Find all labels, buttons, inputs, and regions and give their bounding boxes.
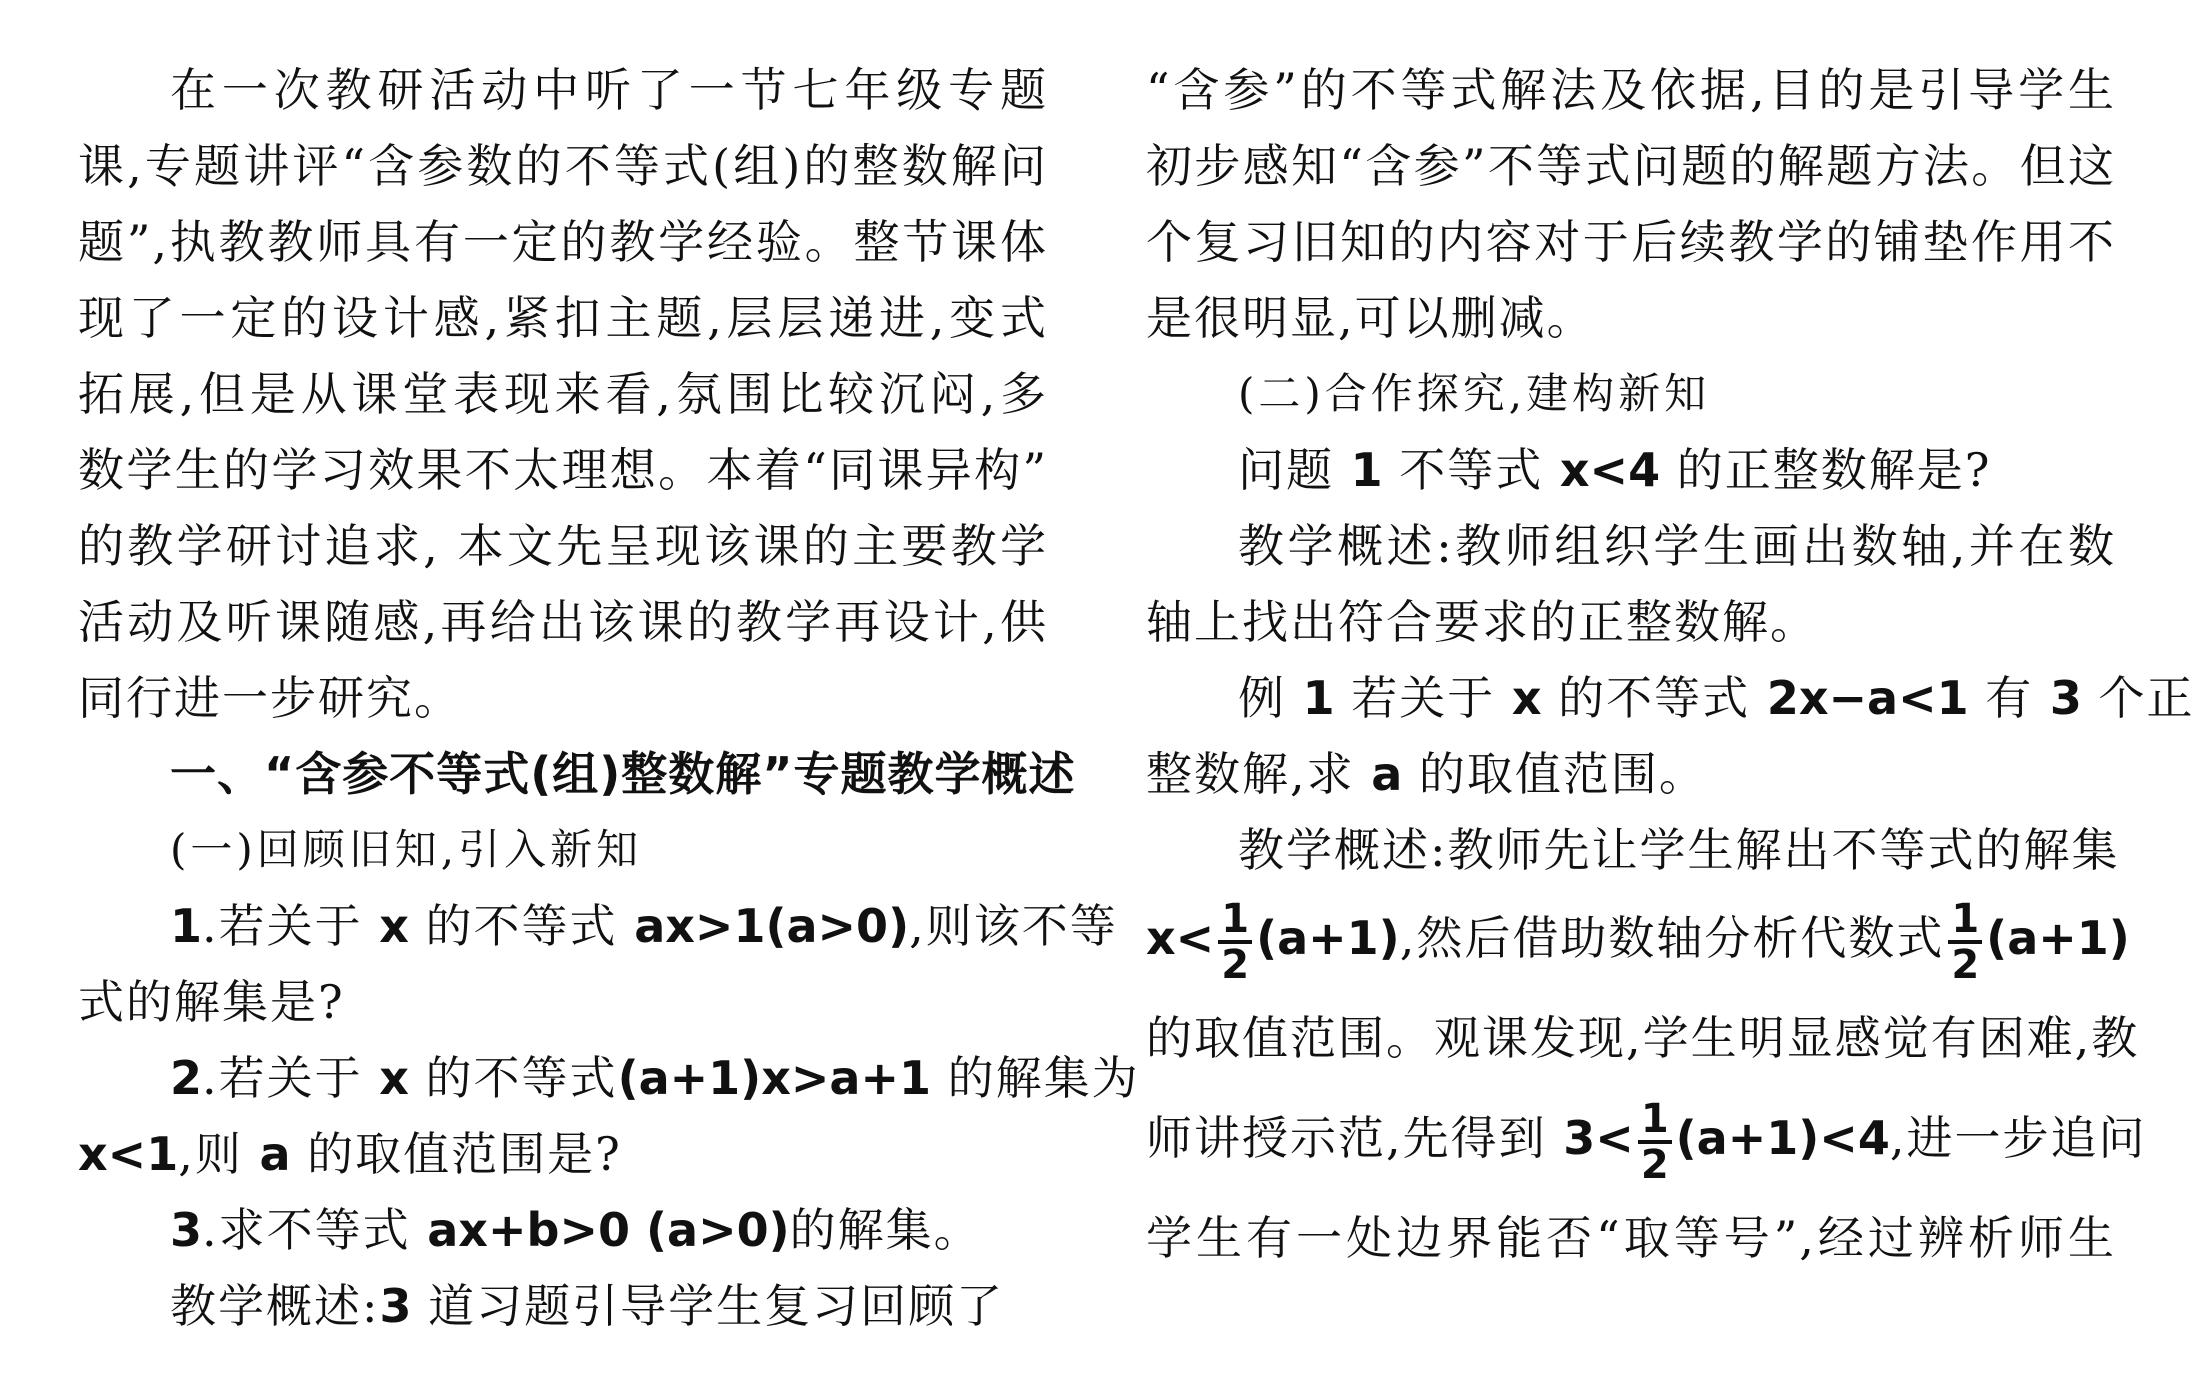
- right-column: [1146, 52, 2195, 1288]
- question-2-cont: [78, 1116, 1048, 1192]
- text-run: 的不等式: [1541, 671, 1767, 725]
- fraction-denominator: 2: [1951, 942, 1980, 988]
- paragraph-line: 的取值范围。观课发现,学生明显感觉有困难,教: [1146, 1011, 2140, 1065]
- paragraph-line: 学生有一处边界能否“取等号”,经过辨析师生: [1146, 1211, 2116, 1265]
- text-run: ,进一步追问: [1889, 1111, 2147, 1165]
- text-run: 问题: [1238, 443, 1351, 497]
- text-run: ,则该不等: [909, 899, 1118, 953]
- math-expression: ax+b>0 (a>0): [427, 1203, 790, 1257]
- text-run: 有: [1968, 671, 2050, 725]
- text-run: ,然后借助数轴分析代数式: [1399, 911, 1945, 965]
- text-run: .若关于: [202, 899, 380, 953]
- math-number: 3: [379, 1279, 412, 1333]
- fraction: [1948, 898, 1982, 986]
- fraction-numerator: 1: [1218, 898, 1252, 944]
- paragraph-line: 初步感知“含参”不等式问题的解题方法。但这: [1146, 139, 2116, 193]
- text-run: ,则: [178, 1127, 260, 1181]
- formula-line: [1146, 1088, 2147, 1188]
- fraction: [1218, 898, 1252, 986]
- fraction: [1638, 1098, 1672, 1186]
- text-run: 教学概述:: [170, 1279, 380, 1333]
- text-run: 的取值范围是?: [290, 1127, 622, 1181]
- text-run: 的解集。: [789, 1203, 982, 1257]
- paragraph-line: 数学生的学习效果不太理想。本着“同课异构”: [78, 443, 1048, 497]
- paragraph-line: 拓展,但是从课堂表现来看,氛围比较沉闷,多: [78, 367, 1048, 421]
- question-number: 2: [170, 1051, 203, 1105]
- math-expression: (a+1)x>a+1: [617, 1051, 932, 1105]
- question-number: 1: [170, 899, 203, 953]
- text-run: 的不等式: [408, 899, 635, 953]
- text-run: 例: [1238, 671, 1303, 725]
- example-1-cont: [1146, 736, 2116, 812]
- paragraph-line: 个复习旧知的内容对于后续教学的铺垫作用不: [1146, 215, 2116, 269]
- math-expression: (a+1): [1256, 911, 1400, 965]
- text-run: 整数解,求: [1146, 747, 1372, 801]
- text-run: 道习题引导学生复习回顾了: [411, 1279, 1005, 1333]
- subsection-heading: (一)回顾旧知,引入新知: [170, 825, 643, 874]
- paragraph-line: “含参”的不等式解法及依据,目的是引导学生: [1146, 63, 2116, 117]
- math-expression: ax>1(a>0): [634, 899, 910, 953]
- math-variable: a: [259, 1127, 291, 1181]
- teaching-overview: [78, 1268, 1048, 1344]
- text-run: 不等式: [1382, 443, 1560, 497]
- math-variable: x: [379, 899, 409, 953]
- subsection-heading: (二)合作探究,建构新知: [1238, 369, 1711, 418]
- paragraph-line: 的教学研讨追求, 本文先呈现该课的主要教学: [78, 519, 1048, 573]
- question-1: [78, 888, 1118, 964]
- section-heading: 一、“含参不等式(组)整数解”专题教学概述: [170, 747, 1076, 801]
- paragraph-line: 题”,执教教师具有一定的教学经验。整节课体: [78, 215, 1048, 269]
- paragraph-line: 教学概述:教师先让学生解出不等式的解集: [1238, 823, 2120, 877]
- formula-line: [1146, 888, 2130, 988]
- math-variable: a: [1371, 747, 1403, 801]
- paragraph-line: 课,专题讲评“含参数的不等式(组)的整数解问: [78, 139, 1048, 193]
- text-run: 的正整数解是?: [1660, 443, 1992, 497]
- example-1: [1146, 660, 2195, 736]
- problem-number: 1: [1350, 443, 1383, 497]
- math-expression: x<1: [78, 1127, 179, 1181]
- fraction-numerator: 1: [1948, 898, 1982, 944]
- fraction-denominator: 2: [1640, 1142, 1669, 1188]
- fraction-numerator: 1: [1638, 1098, 1672, 1144]
- fraction-denominator: 2: [1221, 942, 1250, 988]
- question-2: [78, 1040, 1140, 1116]
- math-expression: 3<: [1563, 1111, 1634, 1165]
- text-run: 个正: [2081, 671, 2195, 725]
- paragraph-line: 轴上找出符合要求的正整数解。: [1146, 595, 1818, 649]
- example-number: 1: [1302, 671, 1335, 725]
- paragraph-line: 是很明显,可以删减。: [1146, 291, 1595, 345]
- question-1-cont: 式的解集是?: [78, 975, 345, 1029]
- math-expression: 2x−a<1: [1766, 671, 1969, 725]
- question-number: 3: [170, 1203, 203, 1257]
- text-run: 的取值范围。: [1402, 747, 1707, 801]
- math-variable: x: [379, 1051, 409, 1105]
- paragraph-line: 在一次教研活动中听了一节七年级专题: [170, 63, 1048, 117]
- text-run: .若关于: [202, 1051, 380, 1105]
- paragraph-line: 活动及听课随感,再给出该课的教学再设计,供: [78, 595, 1048, 649]
- left-column: [78, 52, 1140, 1344]
- text-run: 若关于: [1334, 671, 1512, 725]
- math-number: 3: [2049, 671, 2082, 725]
- text-run: 的解集为: [931, 1051, 1140, 1105]
- math-expression: (a+1): [1986, 911, 2130, 965]
- math-variable: x: [1511, 671, 1542, 725]
- paragraph-line: 教学概述:教师组织学生画出数轴,并在数: [1238, 519, 2116, 573]
- math-expression: x<4: [1559, 443, 1661, 497]
- paragraph-line: 同行进一步研究。: [78, 671, 462, 725]
- math-expression: (a+1)<4: [1675, 1111, 1890, 1165]
- text-run: 的不等式: [408, 1051, 618, 1105]
- math-expression: x<: [1146, 911, 1215, 965]
- problem-1: [1146, 432, 2116, 508]
- text-run: .求不等式: [202, 1203, 428, 1257]
- question-3: [78, 1192, 1048, 1268]
- paragraph-line: 现了一定的设计感,紧扣主题,层层递进,变式: [78, 291, 1048, 345]
- text-run: 师讲授示范,先得到: [1146, 1111, 1564, 1165]
